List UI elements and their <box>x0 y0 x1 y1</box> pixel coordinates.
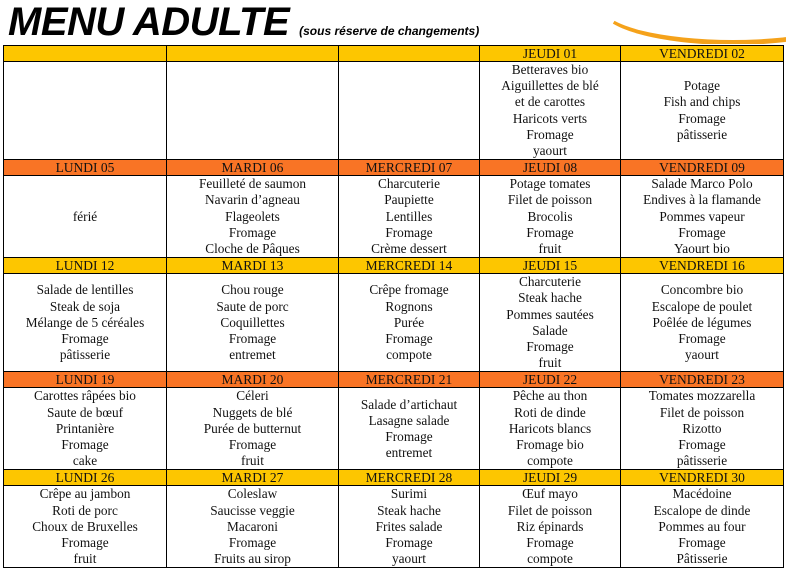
day-menu-cell <box>480 388 621 470</box>
dish-item: pâtisserie <box>676 126 728 142</box>
day-label <box>167 46 339 62</box>
dish-item: Roti de porc <box>52 502 118 518</box>
day-label: JEUDI 08 <box>480 160 621 176</box>
page-header <box>8 2 479 42</box>
day-header-row <box>4 46 784 62</box>
dish-item: Surimi <box>390 486 428 502</box>
day-label <box>4 46 167 62</box>
day-label: JEUDI 22 <box>480 372 621 388</box>
dish-item: Purée <box>393 314 425 330</box>
day-label: VENDREDI 16 <box>621 258 784 274</box>
dish-item: Céleri <box>236 388 269 404</box>
day-menu-cell <box>339 486 480 568</box>
dish-item: Fromage <box>526 339 574 355</box>
dish-item: Steak de soja <box>49 298 121 314</box>
dish-item: Pommes au four <box>658 518 746 534</box>
dish-item: Coquillettes <box>220 314 285 330</box>
dish-item: Printanière <box>55 420 115 436</box>
dish-item: Paupiette <box>384 192 434 208</box>
day-label: MERCREDI 14 <box>339 258 480 274</box>
dish-item: Fromage <box>526 224 574 240</box>
day-header-row <box>4 470 784 486</box>
dish-item: Tomates mozzarella <box>648 388 756 404</box>
dish-item: entremet <box>385 445 433 461</box>
day-menu-cell <box>621 176 784 258</box>
day-label: LUNDI 19 <box>4 372 167 388</box>
day-menu-cell <box>4 176 167 258</box>
dish-item: Fromage <box>61 535 109 551</box>
day-header-row <box>4 372 784 388</box>
dish-item: Fromage <box>228 437 277 453</box>
dish-item: Crêpe au jambon <box>39 486 131 502</box>
dish-item: Fromage <box>678 330 726 346</box>
dish-item: Potage <box>683 78 721 94</box>
dish-item: Yaourt bio <box>674 241 730 257</box>
dish-item: Haricots blancs <box>508 420 592 436</box>
dish-item: Saute de bœuf <box>46 404 124 420</box>
dish-item: Fromage <box>678 110 726 126</box>
day-menu-cell <box>167 486 339 568</box>
dish-item: Fromage <box>678 437 726 453</box>
dish-item: Cloche de Pâques <box>205 241 300 257</box>
dish-item: Fromage <box>61 330 109 346</box>
dish-item: Lasagne salade <box>368 412 450 428</box>
dish-item: Nuggets de blé <box>212 404 293 420</box>
day-label: MARDI 20 <box>167 372 339 388</box>
day-menu-cell <box>480 62 621 160</box>
dishes-row <box>4 274 784 372</box>
dish-item: compote <box>527 453 573 469</box>
day-menu-cell <box>167 388 339 470</box>
dish-item: Fromage <box>228 535 277 551</box>
dish-item: Pâtisserie <box>676 551 728 567</box>
day-menu-cell <box>4 486 167 568</box>
dish-item: Poêlée de légumes <box>652 314 752 330</box>
dish-item: fruit <box>538 241 562 257</box>
dish-item: compote <box>386 347 432 363</box>
dish-item: Frites salade <box>375 518 443 534</box>
day-label <box>339 46 480 62</box>
day-menu-cell <box>480 176 621 258</box>
dish-item: cake <box>72 453 98 469</box>
page-subtitle: (sous réserve de changements) <box>299 24 480 38</box>
day-label: MERCREDI 21 <box>339 372 480 388</box>
dish-item: fruit <box>538 355 562 371</box>
dish-item: Choux de Bruxelles <box>32 518 138 534</box>
dish-item: Fromage <box>228 330 277 346</box>
day-menu-cell <box>621 388 784 470</box>
day-label: LUNDI 12 <box>4 258 167 274</box>
dish-item: Endives à la flamande <box>643 192 761 208</box>
dish-item: fruit <box>241 453 264 469</box>
dish-item: Roti de dinde <box>514 404 586 420</box>
dish-item: férié <box>72 208 98 224</box>
day-label: VENDREDI 23 <box>621 372 784 388</box>
dish-item: Salade Marco Polo <box>651 176 753 192</box>
dish-item: Crème dessert <box>371 241 447 257</box>
day-label: MARDI 13 <box>167 258 339 274</box>
day-menu-cell <box>621 62 784 160</box>
day-label: LUNDI 05 <box>4 160 167 176</box>
day-menu-cell <box>167 274 339 372</box>
dish-item: Lentilles <box>385 208 433 224</box>
day-menu-cell <box>4 62 167 160</box>
dish-item: pâtisserie <box>676 453 728 469</box>
dish-item: Aiguillettes de blé <box>501 78 599 94</box>
dish-item: Macédoine <box>672 486 732 502</box>
day-menu-cell <box>480 486 621 568</box>
dish-item: Riz épinards <box>516 518 584 534</box>
dish-item: Fromage <box>61 437 109 453</box>
dish-item: Fromage <box>678 224 726 240</box>
dishes-row <box>4 176 784 258</box>
dish-item: Œuf mayo <box>522 486 578 502</box>
dish-item: Fromage <box>385 330 433 346</box>
menu-table <box>3 45 784 568</box>
dish-item: Mélange de 5 céréales <box>25 314 145 330</box>
dish-item: Escalope de poulet <box>651 298 753 314</box>
dish-item: Charcuterie <box>377 176 441 192</box>
dish-item: Pêche au thon <box>512 388 588 404</box>
dish-item: Haricots verts <box>512 110 588 126</box>
day-menu-cell <box>621 274 784 372</box>
dish-item: Potage tomates <box>509 176 591 192</box>
dish-item: Macaroni <box>227 518 278 534</box>
dish-item: fruit <box>73 551 97 567</box>
dish-item: Steak hache <box>518 290 582 306</box>
day-label: MERCREDI 28 <box>339 470 480 486</box>
dish-item: Fromage <box>385 428 433 444</box>
day-menu-cell <box>621 486 784 568</box>
dish-item: yaourt <box>685 347 719 363</box>
day-label: JEUDI 29 <box>480 470 621 486</box>
day-menu-cell <box>339 388 480 470</box>
dish-item: Saute de porc <box>216 298 289 314</box>
dish-item: yaourt <box>533 143 567 159</box>
day-label: JEUDI 15 <box>480 258 621 274</box>
day-menu-cell <box>339 176 480 258</box>
dish-item: Carottes râpées bio <box>34 388 136 404</box>
dish-item: Fromage <box>385 535 433 551</box>
day-menu-cell <box>339 62 480 160</box>
dish-item: Fromage <box>678 535 726 551</box>
dish-item: Filet de poisson <box>507 192 593 208</box>
dish-item: Fromage <box>526 535 574 551</box>
dish-item: Coleslaw <box>227 486 278 502</box>
dish-item: Pommes sautées <box>506 306 594 322</box>
dish-item: Escalope de dinde <box>653 502 751 518</box>
dish-item: Crêpe fromage <box>369 282 449 298</box>
dishes-row <box>4 62 784 160</box>
dish-item: et de carottes <box>514 94 586 110</box>
dish-item: Betteraves bio <box>511 62 589 77</box>
day-menu-cell <box>167 176 339 258</box>
dish-item: Salade de lentilles <box>36 282 134 298</box>
dishes-row <box>4 486 784 568</box>
dishes-row <box>4 388 784 470</box>
dish-item: Filet de poisson <box>659 404 745 420</box>
dish-item: pâtisserie <box>59 347 111 363</box>
day-menu-cell <box>339 274 480 372</box>
dish-item: Fromage <box>228 224 277 240</box>
dish-item: Fromage <box>526 126 574 142</box>
dish-item: Salade d’artichaut <box>360 396 458 412</box>
day-label: MARDI 27 <box>167 470 339 486</box>
day-label: MARDI 06 <box>167 160 339 176</box>
day-label: VENDREDI 30 <box>621 470 784 486</box>
dish-item: Navarin d’agneau <box>205 192 300 208</box>
dish-item: Fish and chips <box>663 94 741 110</box>
dish-item: Chou rouge <box>221 282 284 298</box>
dish-item: Purée de butternut <box>203 420 302 436</box>
dish-item: Rizotto <box>682 420 722 436</box>
dish-item: Flageolets <box>225 208 280 224</box>
day-header-row <box>4 258 784 274</box>
dish-item: Feuilleté de saumon <box>198 176 307 192</box>
dish-item: Pommes vapeur <box>659 208 745 224</box>
dish-item: Filet de poisson <box>507 502 593 518</box>
dish-item: Salade <box>532 322 568 338</box>
dish-item: Brocolis <box>527 208 573 224</box>
dish-item: Charcuterie <box>518 274 582 290</box>
day-menu-cell <box>167 62 339 160</box>
dish-item: Saucisse veggie <box>210 502 295 518</box>
day-label: VENDREDI 09 <box>621 160 784 176</box>
dish-item: compote <box>527 551 573 567</box>
menu-body <box>4 46 784 568</box>
day-label: VENDREDI 02 <box>621 46 784 62</box>
dish-item: entremet <box>229 347 276 363</box>
page-title: MENU ADULTE <box>8 0 290 44</box>
day-menu-cell <box>4 388 167 470</box>
day-menu-cell <box>4 274 167 372</box>
dish-item: Steak hache <box>377 502 441 518</box>
day-header-row <box>4 160 784 176</box>
dish-item: Fromage bio <box>516 437 584 453</box>
day-label: LUNDI 26 <box>4 470 167 486</box>
dish-item: Fruits au sirop <box>214 551 291 567</box>
dish-item: yaourt <box>392 551 426 567</box>
decorative-arc <box>600 0 786 44</box>
day-label: MERCREDI 07 <box>339 160 480 176</box>
dish-item: Concombre bio <box>660 282 744 298</box>
day-menu-cell <box>480 274 621 372</box>
dish-item: Rognons <box>385 298 433 314</box>
day-label: JEUDI 01 <box>480 46 621 62</box>
dish-item: Fromage <box>385 224 433 240</box>
